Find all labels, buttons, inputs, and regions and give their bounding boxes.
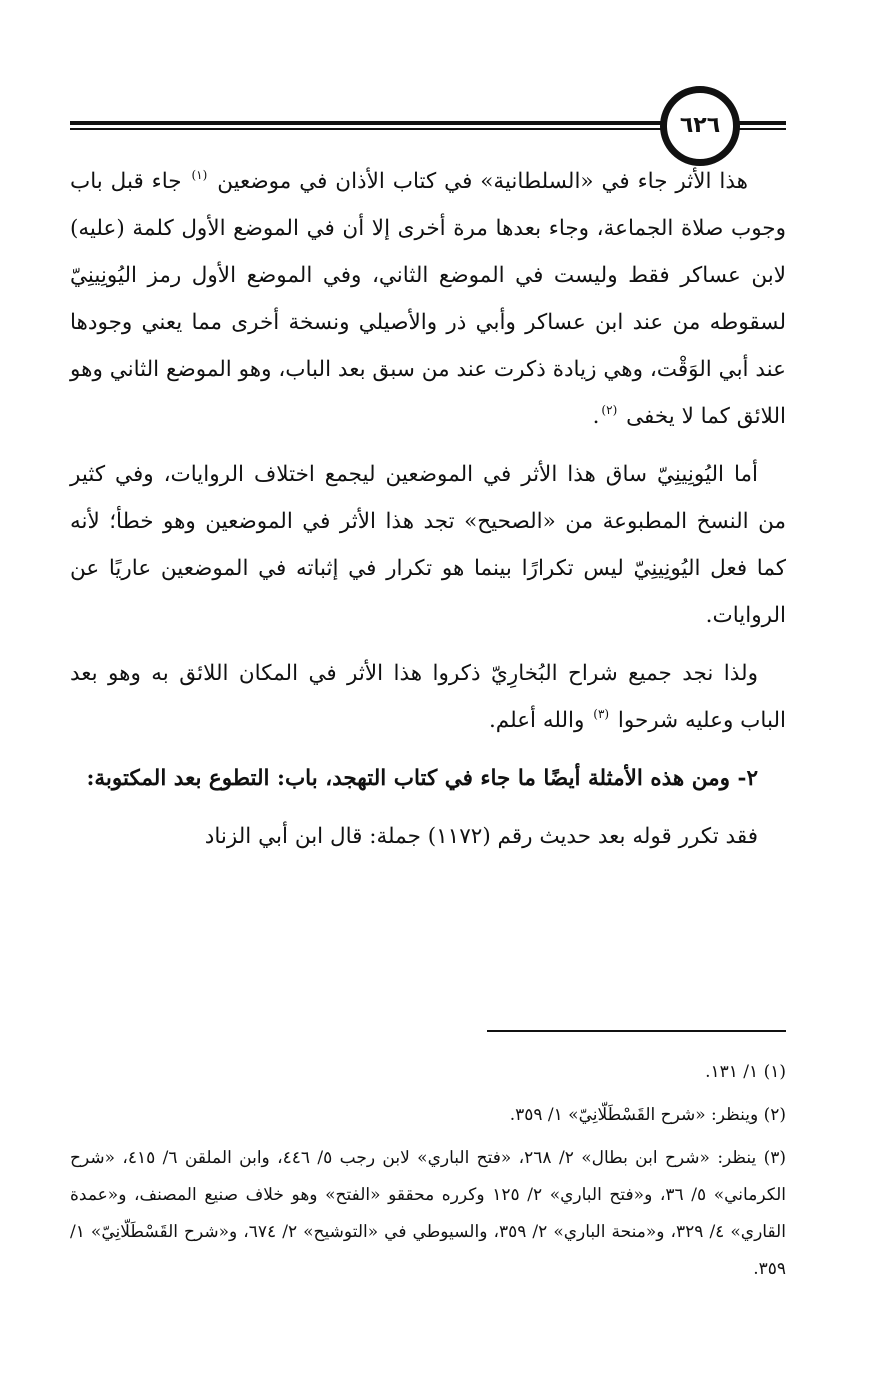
paragraph-3 [70, 650, 786, 744]
footnote-ref-3: (٣) [593, 706, 610, 721]
header-rule-left [70, 121, 662, 125]
paragraph-1-end: . [592, 404, 600, 429]
paragraph-3-part-b: والله أعلم. [488, 708, 585, 733]
paragraph-1-part-b: جاء قبل باب وجوب صلاة الجماعة، وجاء بعدها مرة أخرى إلا أن في الموضع الأول كلمة (عليه) لابن عساكر فقط وليست في الموضع الثاني، وفي الموضع الأول رمز اليُونِينِيّ لسقوطه من عند ابن عساكر وأبي ذر والأصيلي ونسخة أخرى مما يعني وجودها عند أبي الوَقْت، وهي زيادة ذكرت عند من سبق بعد الباب، وهو الموضع الثاني وهو اللائق كما لا يخفى [70, 169, 786, 429]
paragraph-4-heading [70, 755, 786, 802]
footnote-2: (٢) وينظر: «شرح القَسْطَلّانِيّ» ١/ ٣٥٩. [509, 1105, 786, 1125]
footnote-3: (٣) ينظر: «شرح ابن بطال» ٢/ ٢٦٨، «فتح الباري» لابن رجب ٥/ ٤٤٦، وابن الملقن ٦/ ٤١٥، «شرح الكرماني» ٥/ ٣٦، و«فتح الباري» ٢/ ١٢٥ وكرره محققو «الفتح» وهو خلاف صنيع المصنف، و«عمدة القاري» ٤/ ٣٢٩، و«منحة الباري» ٢/ ٣٥٩، والسيوطي في «التوشيح» ٢/ ٦٧٤، و«شرح القَسْطَلّانِيّ» ١/ ٣٥٩. [70, 1148, 787, 1279]
header-rule-right [738, 121, 786, 125]
header-rule-right-thin [738, 128, 786, 130]
header-rule-left-thin [70, 128, 662, 130]
paragraph-1 [70, 158, 786, 440]
example-heading: ٢- ومن هذه الأمثلة أيضًا ما جاء في كتاب التهجد، باب: التطوع بعد المكتوبة: [86, 766, 758, 791]
footnote-separator [487, 1030, 786, 1032]
footnote-1: (١) ١/ ١٣١. [705, 1062, 786, 1082]
paragraph-2: أما اليُونِينِيّ ساق هذا الأثر في الموضعين ليجمع اختلاف الروايات، وفي كثير من النسخ المطبوعة من «الصحيح» تجد هذا الأثر في الموضعين وهو خطأ؛ لأنه كما فعل اليُونِينِيّ ليس تكرارًا بينما هو تكرار في إثباته في الموضعين عاريًا عن الروايات. [70, 462, 786, 628]
paragraph-1-part-a: هذا الأثر جاء في «السلطانية» في كتاب الأذان في موضعين [217, 169, 748, 194]
paragraph-5: فقد تكرر قوله بعد حديث رقم (١١٧٢) جملة: قال ابن أبي الزناد [204, 824, 758, 849]
paragraph-3-part-a: ولذا نجد جميع شراح البُخارِيّ ذكروا هذا الأثر في المكان اللائق به وهو بعد الباب وعليه شرحوا [70, 661, 786, 733]
page-number-badge [660, 86, 740, 166]
footnote-ref-1: (١) [191, 167, 208, 182]
footnotes [70, 1054, 786, 1294]
page-number: ٦٢٦ [679, 113, 721, 138]
main-text [70, 158, 786, 871]
footnote-ref-2: (٢) [601, 402, 618, 417]
